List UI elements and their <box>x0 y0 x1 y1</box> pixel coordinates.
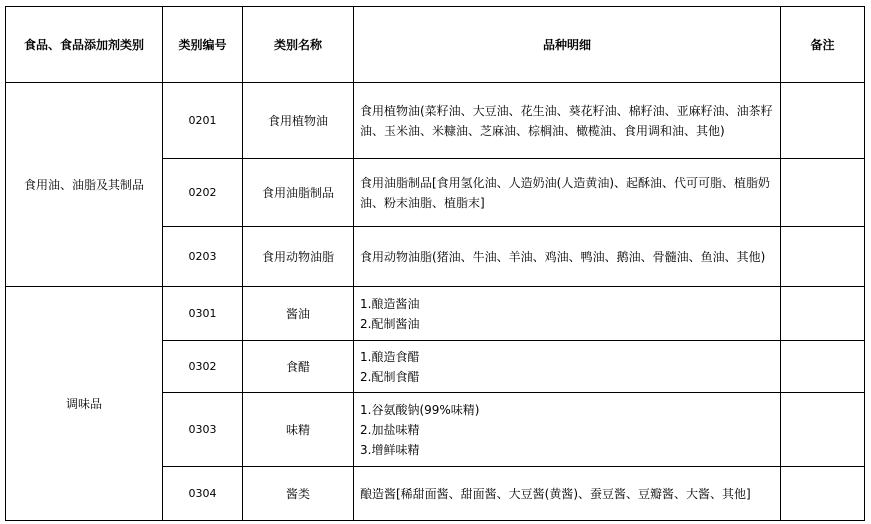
details-cell <box>354 159 781 227</box>
details-line: 2.加盐味精 <box>360 422 420 437</box>
code-cell: 0301 <box>163 287 243 341</box>
remarks-cell <box>781 393 865 467</box>
code-cell: 0302 <box>163 341 243 393</box>
details-cell <box>354 287 781 341</box>
details-line: 2.配制酱油 <box>360 316 420 331</box>
details-line: 食用动物油脂(猪油、牛油、羊油、鸡油、鸭油、鹅油、骨髓油、鱼油、其他) <box>360 249 766 264</box>
details-line: 2.配制食醋 <box>360 369 420 384</box>
name-cell: 味精 <box>243 393 354 467</box>
header-row <box>6 7 865 83</box>
header-details: 品种明细 <box>354 7 781 83</box>
header-name: 类别名称 <box>243 7 354 83</box>
details-line: 1.酿造酱油 <box>360 296 420 311</box>
code-cell: 0201 <box>163 83 243 159</box>
details-cell <box>354 83 781 159</box>
remarks-cell <box>781 227 865 287</box>
category-cell: 调味品 <box>6 287 163 521</box>
details-line: 食用植物油(菜籽油、大豆油、花生油、葵花籽油、棉籽油、亚麻籽油、油茶籽油、玉米油、米糠油、芝麻油、棕榈油、橄榄油、食用调和油、其他) <box>360 103 773 138</box>
details-line: 食用油脂制品[食用氢化油、人造奶油(人造黄油)、起酥油、代可可脂、植脂奶油、粉末油脂、植脂末] <box>360 175 771 210</box>
name-cell: 食醋 <box>243 341 354 393</box>
remarks-cell <box>781 467 865 521</box>
name-cell: 酱类 <box>243 467 354 521</box>
name-cell: 食用植物油 <box>243 83 354 159</box>
remarks-cell <box>781 83 865 159</box>
category-cell: 食用油、油脂及其制品 <box>6 83 163 287</box>
table-row <box>6 83 865 159</box>
details-line: 1.酿造食醋 <box>360 349 420 364</box>
header-remarks: 备注 <box>781 7 865 83</box>
table-row <box>6 287 865 341</box>
details-line: 酿造酱[稀甜面酱、甜面酱、大豆酱(黄酱)、蚕豆酱、豆瓣酱、大酱、其他] <box>360 486 751 501</box>
remarks-cell <box>781 341 865 393</box>
details-cell <box>354 393 781 467</box>
food-category-table <box>5 6 865 521</box>
name-cell: 食用油脂制品 <box>243 159 354 227</box>
details-cell <box>354 227 781 287</box>
header-code: 类别编号 <box>163 7 243 83</box>
name-cell: 食用动物油脂 <box>243 227 354 287</box>
details-cell <box>354 467 781 521</box>
code-cell: 0304 <box>163 467 243 521</box>
code-cell: 0202 <box>163 159 243 227</box>
code-cell: 0303 <box>163 393 243 467</box>
details-cell <box>354 341 781 393</box>
remarks-cell <box>781 287 865 341</box>
remarks-cell <box>781 159 865 227</box>
details-line: 1.谷氨酸钠(99%味精) <box>360 402 480 417</box>
details-line: 3.增鲜味精 <box>360 442 420 457</box>
code-cell: 0203 <box>163 227 243 287</box>
header-food-category: 食品、食品添加剂类别 <box>6 7 163 83</box>
name-cell: 酱油 <box>243 287 354 341</box>
